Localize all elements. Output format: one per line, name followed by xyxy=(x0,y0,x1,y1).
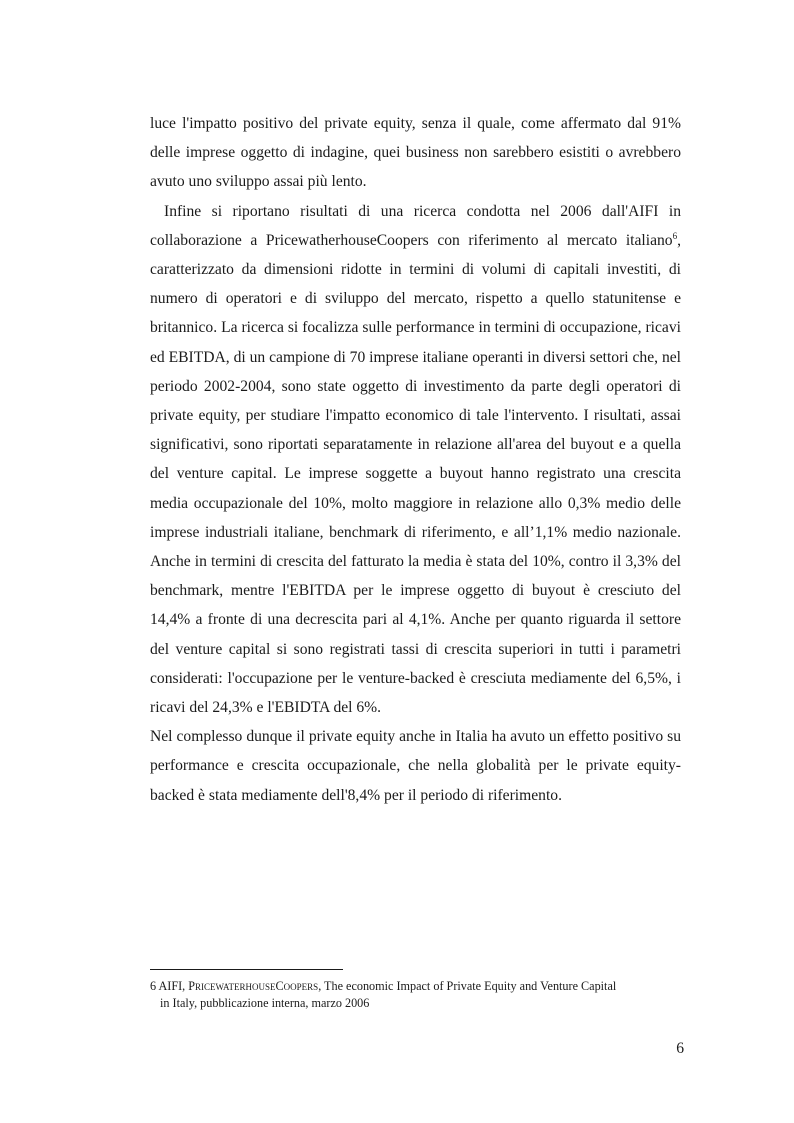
paragraph-1: luce l'impatto positivo del private equity, senza il quale, come affermato dal 91% delle imprese oggetto di indagine, quei business non sarebbero esistiti o avrebbero avuto uno sviluppo assai più lento. xyxy=(150,115,681,191)
paragraph-2-part-2: , caratterizzato da dimensioni ridotte in termini di volumi di capitali investiti, di numero di operatori e di sviluppo del mercato, rispetto a quello statunitense e britannico. La ricerca si focalizza sulle performance in termini di occupazione, ricavi ed EBITDA, di un campione di 70 imprese italiane operanti in diversi settori che, nel periodo 2002-2004, sono state oggetto di investimento da parte degli operatori di private equity, per studiare l'impatto economico di tale l'intervento. I risultati, assai significativi, sono riportati separatamente in relazione all'area del buyout e a quella del venture capital. Le imprese soggette a buyout hanno registrato una crescita media occupazionale del 10%, molto maggiore in relazione allo 0,3% medio delle imprese industriali italiane, benchmark di riferimento, e all’1,1% medio nazionale. Anche in termini di crescita del fatturato la media è stata del 10%, contro il 3,3% del benchmark, mentre l'EBITDA per le imprese oggetto di buyout è cresciuto del 14,4% a fronte di una decrescita pari al 4,1%. Anche per quanto riguarda il settore del venture capital si sono registrati tassi di crescita superiori in tutti i parametri considerati: l'occupazione per le venture-backed è cresciuta mediamente del 6,5%, i ricavi del 24,3% e l'EBIDTA del 6%. xyxy=(150,231,681,717)
footnote-title: , The economic Impact of Private Equity and Venture Capital xyxy=(318,979,617,993)
paragraph-2-part-1: Infine si riportano risultati di una ricerca condotta nel 2006 dall'AIFI in collaborazione a PricewatherhouseCoopers con riferimento al mercato italiano xyxy=(150,202,681,249)
footnote xyxy=(150,978,681,1011)
paragraph-2 xyxy=(150,197,681,723)
footnote-author-smallcaps: PricewaterhouseCoopers xyxy=(188,979,319,993)
footnote-reference[interactable]: 6 xyxy=(672,230,678,241)
paragraph-3: Nel complesso dunque il private equity anche in Italia ha avuto un effetto positivo su performance e crescita occupazionale, che nella globalità per le private equity-backed è stata mediamente dell'8,4% per il periodo di riferimento. xyxy=(150,728,681,804)
footnote-line-2: in Italy, pubblicazione interna, marzo 2006 xyxy=(160,995,370,1010)
footnote-author: AIFI, xyxy=(158,979,186,993)
body-text xyxy=(150,109,681,810)
footnote-separator xyxy=(150,969,343,970)
footnote-number: 6 xyxy=(150,979,157,993)
page-number: 6 xyxy=(676,1040,684,1057)
